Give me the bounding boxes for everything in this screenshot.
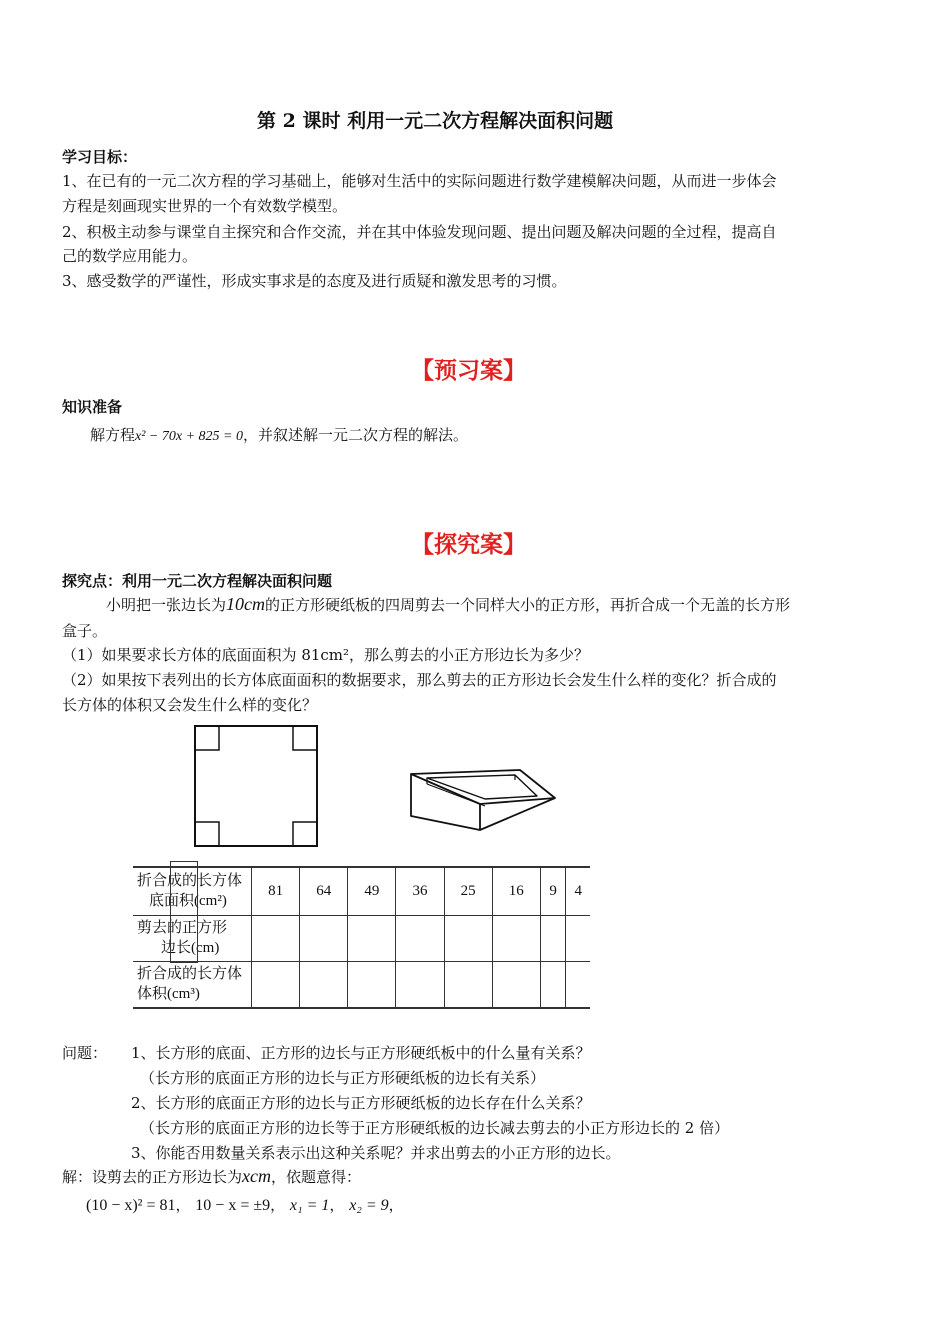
row-header-line: 体积(cm³) [137,986,200,1003]
objective-line: 1、在已有的一元二次方程的学习基础上，能够对生活中的实际问题进行数学建模解决问题，从而进一步体会 [62,172,777,190]
equation: (10 − x)² = 81 [86,1197,176,1214]
equation: 10 − x = ±9 [195,1197,271,1214]
answer-item: （长方形的底面正方形的边长等于正方形硬纸板的边长减去剪去的小正方形边长的 2 倍） [140,1119,730,1137]
empty-cell [444,915,492,961]
cut-corner [195,726,219,750]
solution-text: 解：设剪去的正方形边长为 [62,1168,243,1186]
row-header [133,961,252,1008]
box-inner-rim [427,775,537,799]
solution-text: ，依题意得： [271,1168,362,1186]
empty-cell [444,961,492,1008]
row-header-line: 折合成的长方体 [137,873,243,890]
empty-cell [300,915,348,961]
objective-line: 己的数学应用能力。 [62,247,198,265]
solution-lead [62,1166,361,1187]
empty-cell [252,961,300,1008]
preview-heading: 【预习案】 [411,357,526,384]
row-header-line: 底面积(cm²) [149,893,227,910]
solution-equations [86,1194,404,1215]
empty-cell [566,961,590,1008]
separator: ， [175,1196,191,1214]
cut-corner [293,822,317,846]
question-2-line2: 长方体的体积又会发生什么样的变化？ [62,696,318,714]
open-box-figure [405,760,565,836]
empty-cell [540,915,566,961]
questions-label: 问题： [62,1044,108,1062]
area-cell: 16 [492,867,540,915]
row-header-line: 剪去的正方形 [137,920,228,936]
empty-cell [492,915,540,961]
equation: x₁ = 1 [289,1197,330,1214]
highlight-box [170,861,198,963]
empty-cell [492,961,540,1008]
page-title: 第 2 课时 利用一元二次方程解决面积问题 [257,110,614,132]
question-1: （1）如果要求长方体的底面面积为 81cm²，那么剪去的小正方形边长为多少？ [62,646,590,664]
row-header-line: 边长(cm) [161,940,220,956]
solution-math: xcm [242,1166,271,1186]
empty-cell [540,961,566,1008]
separator: ， [270,1196,286,1214]
preview-subheading: 知识准备 [62,398,123,416]
explore-paragraph [106,594,790,615]
empty-cell [396,961,444,1008]
area-cell: 64 [300,867,348,915]
preview-task [90,424,468,445]
question-item: 1、长方形的底面、正方形的边长与正方形硬纸板中的什么量有关系？ [131,1044,591,1062]
objective-line: 3、感受数学的严谨性，形成实事求是的态度及进行质疑和激发思考的习惯。 [62,272,567,290]
empty-cell [396,915,444,961]
para-continued: 盒子。 [62,622,108,640]
preview-suffix: ，并叙述解一元二次方程的解法。 [242,426,468,444]
area-cell: 25 [444,867,492,915]
table-row [133,867,590,915]
area-cell: 36 [396,867,444,915]
cut-board-figure [190,722,322,850]
para-text: 小明把一张边长为 [106,596,227,614]
empty-cell [348,961,396,1008]
area-cell: 9 [540,867,566,915]
empty-cell [300,961,348,1008]
explore-subheading: 探究点：利用一元二次方程解决面积问题 [62,572,333,590]
question-item: 3、你能否用数量关系表示出这种关系呢？并求出剪去的小正方形的边长。 [131,1144,621,1162]
box-edge [427,784,485,806]
area-cell: 4 [566,867,590,915]
answer-item: （长方形的底面正方形的边长与正方形硬纸板的边长有关系） [140,1069,546,1087]
table-row [133,915,590,961]
cut-corner [195,822,219,846]
question-item: 2、长方形的底面正方形的边长与正方形硬纸板的边长存在什么关系？ [131,1094,591,1112]
para-math: 10cm [226,594,266,614]
cut-corner [293,726,317,750]
para-text: 的正方形硬纸板的四周剪去一个同样大小的正方形，再折合成一个无盖的长方形 [265,596,791,614]
area-cell: 49 [348,867,396,915]
equation: x₂ = 9 [349,1197,389,1214]
area-cell: 81 [252,867,300,915]
separator: ， [329,1196,345,1214]
objective-line: 方程是刻画现实世界的一个有效数学模型。 [62,197,348,215]
question-2-line1: （2）如果按下表列出的长方体底面面积的数据要求，那么剪去的正方形边长会发生什么样的变化？折合成的 [62,671,777,689]
table-row [133,961,590,1008]
empty-cell [252,915,300,961]
row-header-line: 折合成的长方体 [137,966,243,983]
empty-cell [566,915,590,961]
separator: ， [388,1196,404,1214]
objective-line: 2、积极主动参与课堂自主探究和合作交流，并在其中体验发现问题、提出问题及解决问题的全过程，提高自 [62,223,777,241]
objectives-heading: 学习目标： [62,148,138,166]
explore-heading: 【探究案】 [411,531,526,558]
empty-cell [348,915,396,961]
preview-equation: x² − 70x + 825 = 0 [135,429,243,444]
board-outline [195,726,317,846]
preview-prefix: 解方程 [90,426,136,444]
box-edge [411,774,480,804]
data-table [133,866,590,1009]
